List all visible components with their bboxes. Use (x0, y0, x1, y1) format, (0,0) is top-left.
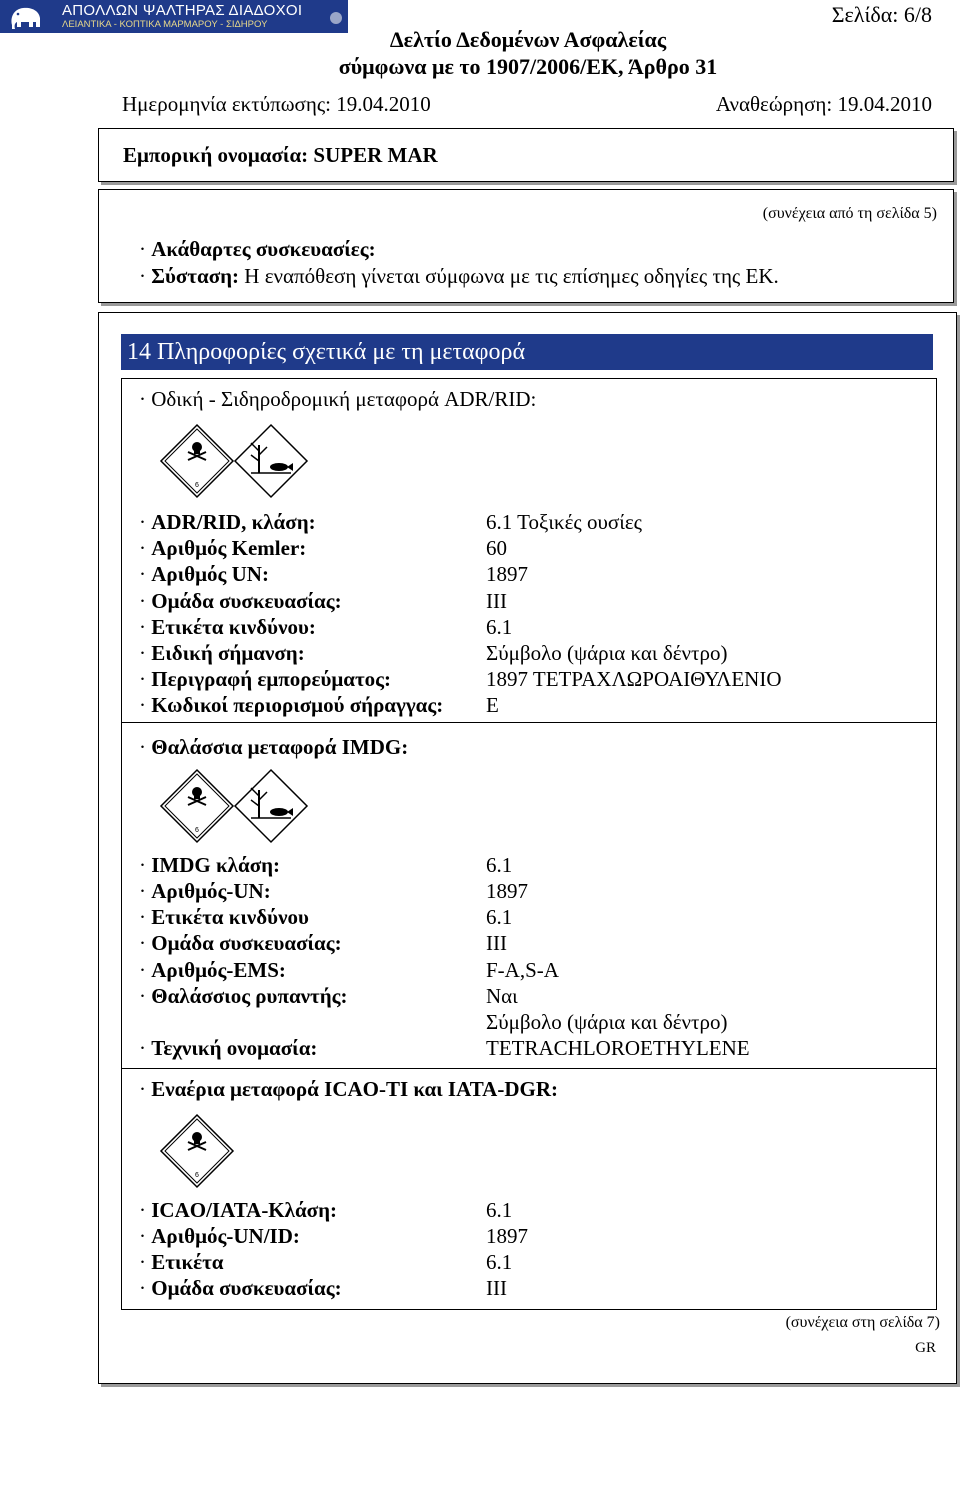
svg-text:6: 6 (195, 1172, 199, 1179)
language-code: GR (915, 1340, 936, 1356)
svg-text:6: 6 (195, 482, 199, 489)
toxic-skull-icon (161, 425, 233, 497)
adr-row: · Αριθμός UN: (139, 562, 269, 587)
logo-dot-icon (330, 12, 342, 24)
icao-row-value: III (486, 1276, 507, 1300)
svg-text:6: 6 (195, 827, 199, 834)
imdg-row-value: 1897 (486, 879, 528, 903)
adr-row: · Κωδικοί περιορισμού σήραγγας: (139, 693, 443, 718)
adr-row-value: 1897 ΤΕΤΡΑΧΛΩΡΟΑΙΘΥΛΕΝΙΟ (486, 667, 782, 691)
continuation-from: (συνέχεια από τη σελίδα 5) (762, 205, 937, 222)
adr-row-value: Σύμβολο (ψάρια και δέντρο) (486, 641, 728, 665)
section-14-heading: 14 Πληροφορίες σχετικά με τη μεταφορά (121, 334, 933, 370)
adr-row-value: 6.1 Τοξικές ουσίες (486, 510, 642, 534)
adr-pictograms (159, 423, 309, 499)
trade-name: Εμπορική ονομασία: SUPER MAR (123, 143, 438, 167)
adr-row: · Περιγραφή εμπορεύματος: (139, 667, 391, 692)
adr-row: · Ομάδα συσκευασίας: (139, 589, 342, 614)
imdg-row-value: Ναι (486, 984, 518, 1008)
icao-heading: · Εναέρια μεταφορά ICAO-TI και IATA-DGR: (139, 1077, 558, 1102)
adr-row-value: E (486, 693, 499, 717)
document-subtitle: σύμφωνα με το 1907/2006/ΕΚ, Άρθρο 31 (338, 54, 718, 79)
continuation-to: (συνέχεια στη σελίδα 7) (785, 1314, 940, 1331)
imdg-row: · Αριθμός-EMS: (139, 958, 286, 983)
imdg-row: · Τεχνική ονομασία: (139, 1036, 317, 1061)
icao-pictograms (159, 1113, 235, 1189)
section-14-box (98, 312, 957, 1384)
print-date: Ημερομηνία εκτύπωσης: 19.04.2010 (122, 92, 431, 116)
adr-row-value: 1897 (486, 562, 528, 586)
adr-row: · Αριθμός Kemler: (139, 536, 306, 561)
document-title: Δελτίο Δεδομένων Ασφαλείας (389, 27, 667, 52)
imdg-row-value: F-A,S-A (486, 958, 559, 982)
imdg-row-value: Σύμβολο (ψάρια και δέντρο) (486, 1010, 728, 1034)
adr-row: · ADR/RID, κλάση: (139, 510, 316, 535)
adr-row: · Ετικέτα κινδύνου: (139, 615, 316, 640)
toxic-skull-icon (161, 1115, 233, 1187)
adr-row-value: III (486, 589, 507, 613)
composition-value: Η εναπόθεση γίνεται σύμφωνα με τις επίσημες οδηγίες της ΕΚ. (244, 264, 779, 288)
imdg-row-value: III (486, 931, 507, 955)
imdg-row: · Ετικέτα κινδύνου (139, 905, 309, 930)
trade-name-box (98, 128, 954, 182)
imdg-row-value: 6.1 (486, 905, 513, 929)
adr-row-value: 60 (486, 536, 507, 560)
imdg-row-value: TETRACHLOROETHYLENE (486, 1036, 750, 1060)
adr-heading: · Οδική - Σιδηροδρομική μεταφορά ADR/RID: (139, 387, 537, 411)
adr-row-value: 6.1 (486, 615, 513, 639)
toxic-skull-icon (161, 770, 233, 842)
icao-row-value: 6.1 (486, 1250, 513, 1274)
adr-row: · Ειδική σήμανση: (139, 641, 305, 666)
imdg-row: · Αριθμός-UN: (139, 879, 271, 904)
icao-block (121, 1068, 937, 1310)
icao-row: · Αριθμός-UN/ID: (139, 1224, 300, 1249)
imdg-heading: · Θαλάσσια μεταφορά IMDG: (139, 735, 408, 760)
icao-row: · ICAO/IATA-Κλάση: (139, 1198, 337, 1223)
company-subtitle: ΛΕΙΑΝΤΙΚΑ - ΚΟΠΤΙΚΑ ΜΑΡΜΑΡΟΥ - ΣΙΔΗΡΟΥ (62, 19, 268, 30)
imdg-row: · Ομάδα συσκευασίας: (139, 931, 342, 956)
revision-date: Αναθεώρηση: 19.04.2010 (715, 92, 932, 116)
imdg-row: · IMDG κλάση: (139, 853, 280, 878)
company-name: ΑΠΟΛΛΩΝ ΨΑΛΤΗΡΑΣ ΔΙΑΔΟΧΟΙ (62, 2, 303, 19)
page-number: Σελίδα: 6/8 (831, 2, 932, 27)
imdg-row-value: 6.1 (486, 853, 513, 877)
imdg-row: · Θαλάσσιος ρυπαντής: (139, 984, 348, 1009)
icao-row-value: 6.1 (486, 1198, 513, 1222)
environment-hazard-icon (235, 770, 307, 842)
icao-row-value: 1897 (486, 1224, 528, 1248)
environment-hazard-icon (235, 425, 307, 497)
icao-row: · Ετικέτα (139, 1250, 223, 1275)
icao-row: · Ομάδα συσκευασίας: (139, 1276, 342, 1301)
packaging-box (98, 189, 954, 303)
unclean-packaging-label: Ακάθαρτες συσκευασίες: (151, 237, 376, 261)
unclean-packaging-line: · Ακάθαρτες συσκευασίες: (139, 237, 376, 261)
composition-label: Σύσταση: (151, 264, 240, 288)
imdg-pictograms (159, 768, 309, 844)
composition-line: · Σύσταση: Η εναπόθεση γίνεται σύμφωνα με τις επίσημες οδηγίες της ΕΚ. (139, 264, 779, 288)
